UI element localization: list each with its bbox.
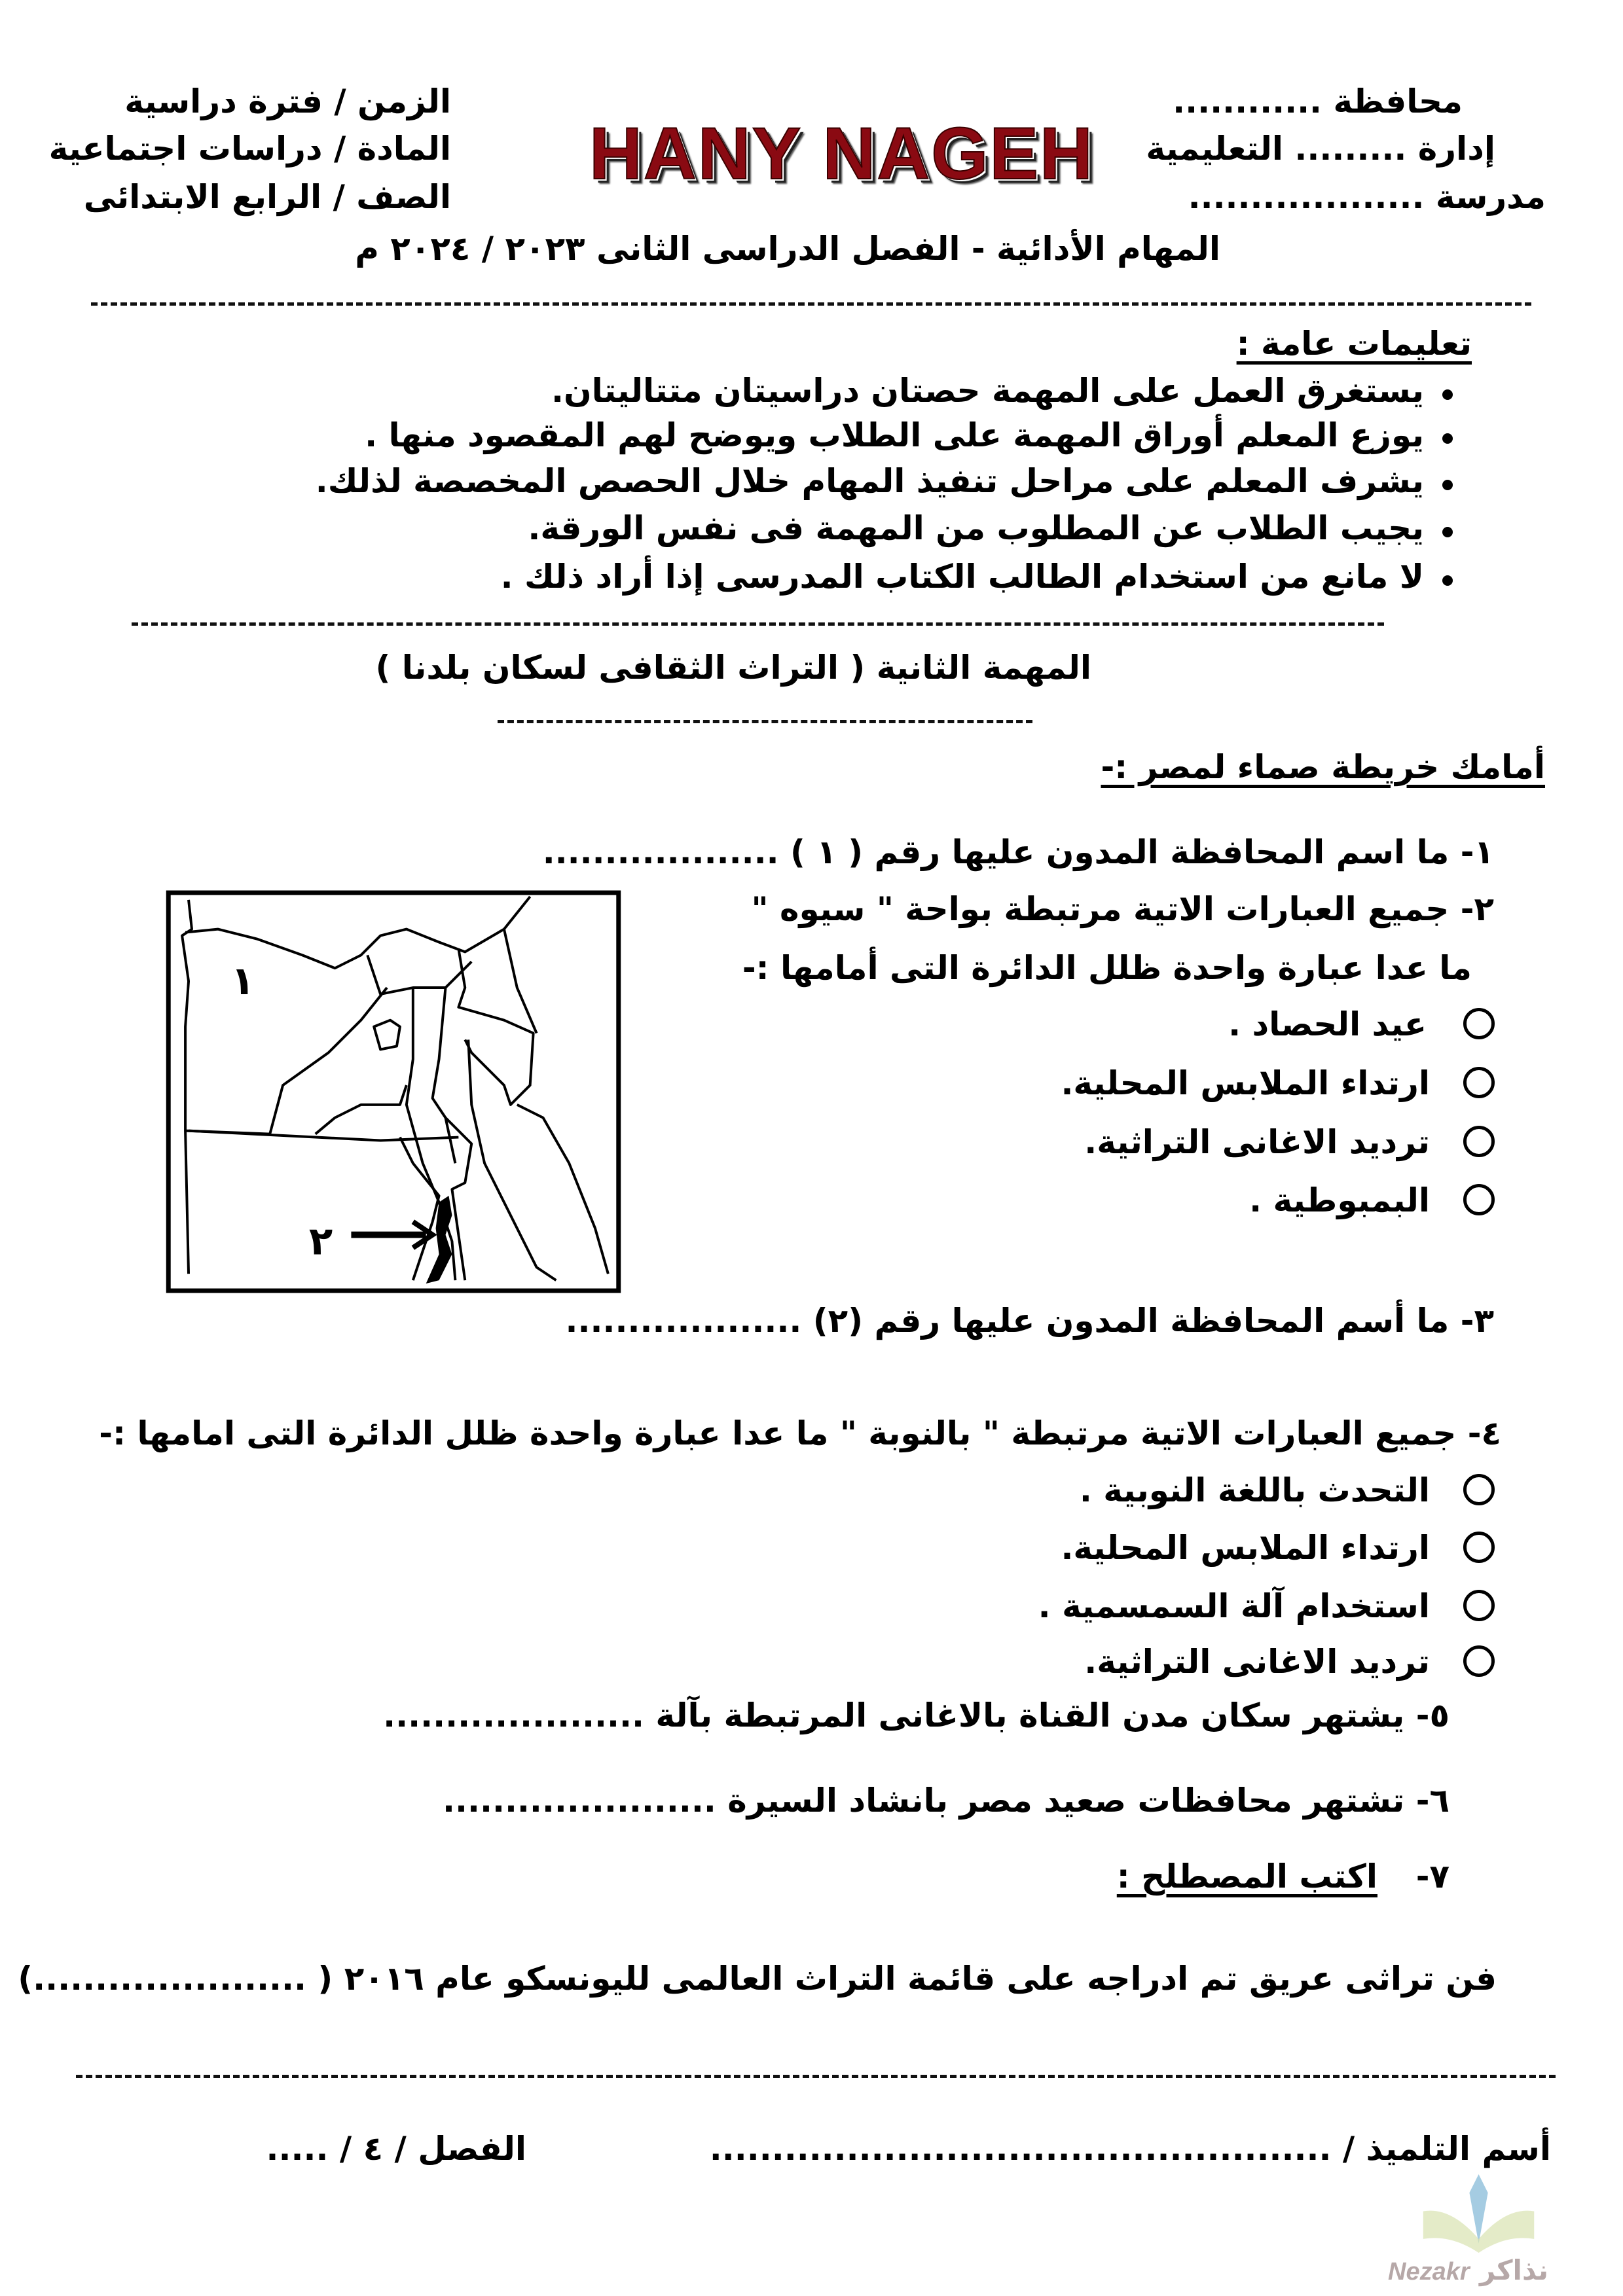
subject-label: المادة / دراسات اجتماعية: [48, 130, 451, 168]
option-label: ترديد الاغانى التراثية.: [1084, 1643, 1430, 1681]
option-label: ترديد الاغانى التراثية.: [1084, 1123, 1430, 1161]
option-label: البمبوطية .: [1249, 1181, 1430, 1219]
task-intro: أمامك خريطة صماء لمصر :-: [1101, 748, 1545, 786]
question-7-label: اكتب المصطلح :: [1116, 1857, 1377, 1895]
bullet-icon: [1442, 575, 1453, 586]
bullet-icon: [1442, 433, 1453, 444]
bullet-icon: [1442, 389, 1453, 400]
instruction-item: يجيب الطلاب عن المطلوب من المهمة فى نفس الورقة.: [528, 509, 1424, 547]
divider: [498, 720, 1032, 723]
question-7-number: ٧-: [1415, 1857, 1450, 1895]
option-radio[interactable]: [1463, 1184, 1495, 1215]
student-name-field: أسم التلميذ / ..................................................: [709, 2130, 1551, 2168]
question-2: ٢- جميع العبارات الاتية مرتبطة بواحة " سيوه ": [751, 890, 1494, 928]
option-radio[interactable]: [1463, 1008, 1495, 1039]
class-field: الفصل / ٤ / .....: [266, 2130, 526, 2168]
bullet-icon: [1442, 527, 1453, 537]
option-radio[interactable]: [1463, 1532, 1495, 1563]
question-3: ٣- ما أسم المحافظة المدون عليها رقم (٢) ...................: [565, 1302, 1494, 1340]
option-label: التحدث باللغة النوبية .: [1079, 1471, 1430, 1509]
option-label: استخدام آلة السمسمية .: [1038, 1587, 1430, 1625]
option-radio[interactable]: [1463, 1126, 1495, 1157]
instruction-item: لا مانع من استخدام الطالب الكتاب المدرسى إذا أراد ذلك .: [500, 558, 1424, 596]
task-title: المهمة الثانية ( التراث الثقافى لسكان بلدنا ): [375, 649, 1091, 687]
question-1: ١- ما اسم المحافظة المدون عليها رقم ( ١ ) ...................: [542, 833, 1494, 871]
question-2-instruction: ما عدا عبارة واحدة ظلل الدائرة التى أمامها :-: [742, 949, 1472, 987]
watermark-arabic: نذاكر: [1480, 2254, 1548, 2286]
watermark-latin: Nezakr: [1388, 2258, 1470, 2286]
option-radio[interactable]: [1463, 1067, 1495, 1098]
map-label-1: ١: [230, 958, 255, 1004]
option-radio[interactable]: [1463, 1474, 1495, 1505]
school-field: مدرسة ...................: [1188, 178, 1546, 216]
map-label-2: ٢: [308, 1219, 333, 1265]
question-6: ٦- تشتهر محافظات صعيد مصر بانشاد السيرة ......................: [442, 1782, 1450, 1820]
option-label: عيد الحصاد .: [1228, 1005, 1427, 1043]
divider: [132, 622, 1384, 626]
question-4: ٤- جميع العبارات الاتية مرتبطة " بالنوبة " ما عدا عبارة واحدة ظلل الدائرة التى امامها :-: [99, 1414, 1501, 1452]
exam-subtitle: المهام الأدائية - الفصل الدراسى الثانى ٢٠٢٣ / ٢٠٢٤ م: [355, 230, 1220, 268]
administration-field: إدارة ......... التعليمية: [1146, 130, 1495, 168]
time-label: الزمن / فترة دراسية: [124, 82, 451, 120]
option-radio[interactable]: [1463, 1590, 1495, 1621]
instruction-item: يشرف المعلم على مراحل تنفيذ المهام خلال الحصص المخصصة لذلك.: [315, 462, 1424, 500]
question-5: ٥- يشتهر سكان مدن القناة بالاغانى المرتبطة بآلة .....................: [383, 1696, 1450, 1734]
instruction-item: يوزع المعلم أوراق المهمة على الطلاب ويوضح لهم المقصود منها .: [365, 416, 1424, 454]
question-7-text: فن تراثى عريق تم ادراجه على قائمة التراث العالمى لليونسكو عام ٢٠١٦ ( ......................): [18, 1960, 1497, 1998]
option-label: ارتداء الملابس المحلية.: [1061, 1529, 1430, 1567]
author-logo: HANY NAGEH: [589, 113, 1094, 194]
bullet-icon: [1442, 480, 1453, 490]
instructions-title: تعليمات عامة :: [1236, 325, 1472, 363]
egypt-blank-map: [165, 890, 622, 1293]
instruction-item: يستغرق العمل على المهمة حصتان دراسيتان متتاليتان.: [551, 372, 1424, 410]
book-icon: [1381, 2174, 1571, 2253]
divider: [76, 2075, 1556, 2078]
governorate-field: محافظة ............: [1173, 82, 1463, 120]
option-radio[interactable]: [1463, 1645, 1495, 1677]
grade-label: الصف / الرابع الابتدائى: [83, 178, 451, 216]
divider: [91, 302, 1531, 306]
option-label: ارتداء الملابس المحلية.: [1061, 1064, 1430, 1102]
nezakr-watermark-logo: [1381, 2174, 1571, 2292]
